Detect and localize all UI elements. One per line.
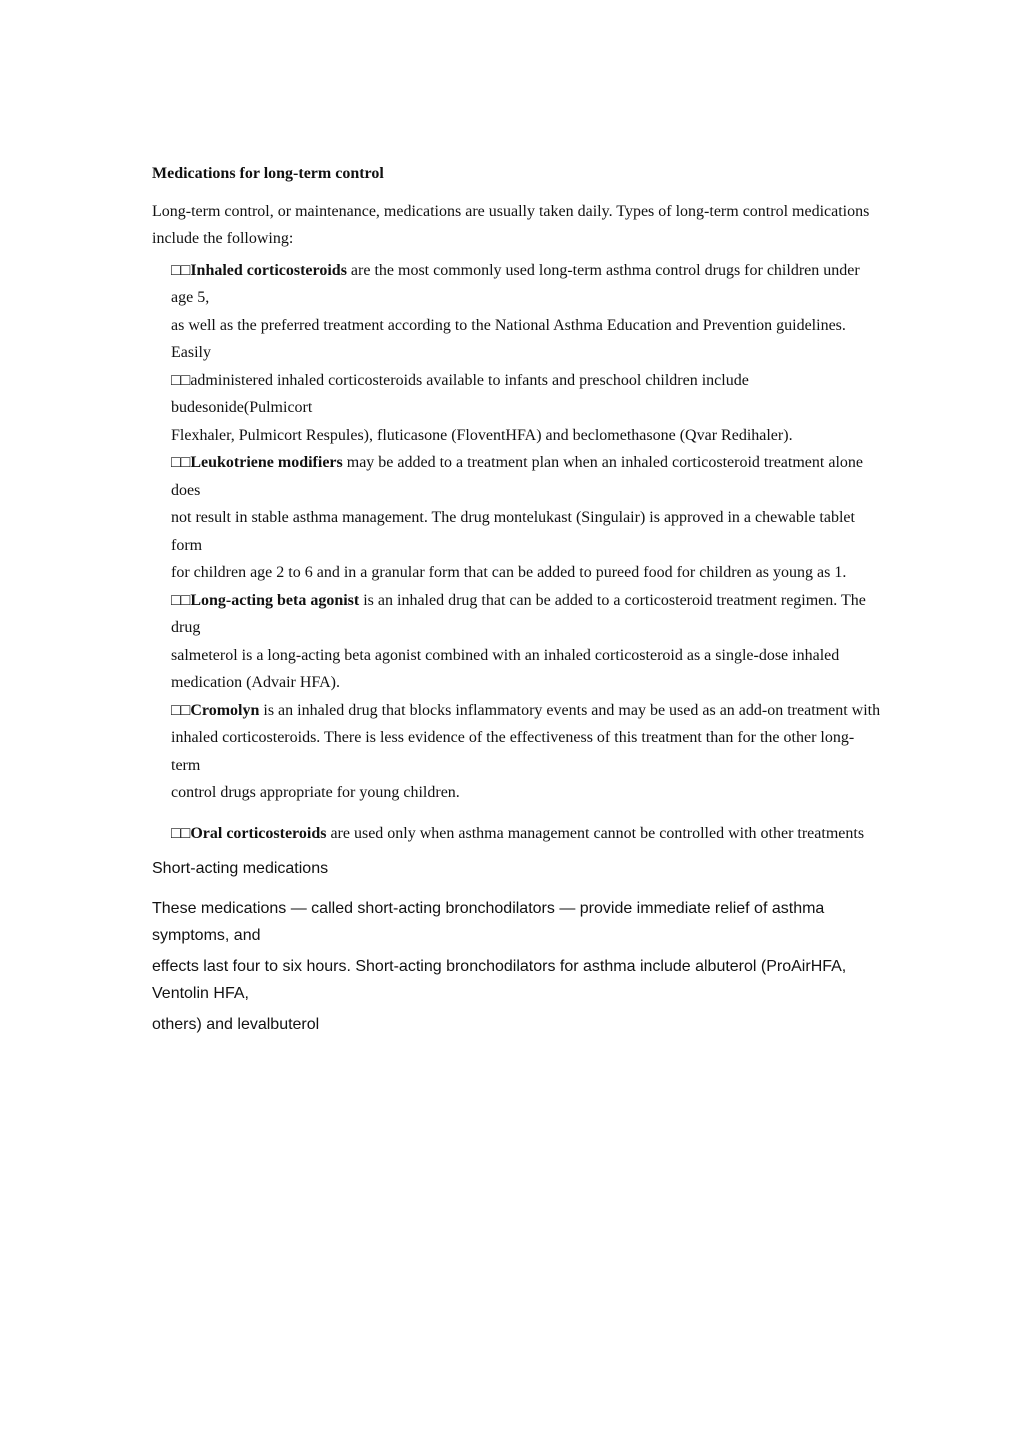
laba-line-2: salmeterol is a long-acting beta agonist combined with an inhaled corticosteroid as a single-dose inhaled medication (Advair HFA). — [171, 646, 840, 691]
list-item-cromolyn — [171, 697, 882, 807]
checkbox-glyph-icon: □□ — [171, 824, 191, 842]
leukotriene-term: Leukotriene modifiers — [190, 454, 343, 471]
leukotriene-line-3: for children age 2 to 6 and in a granular form that can be added to pureed food for children as young as 1. — [171, 564, 847, 581]
short-acting-para-3: others) and levalbuterol — [152, 1015, 320, 1033]
short-acting-para-1: These medications — called short-acting bronchodilators — provide immediate relief of asthma symptoms, and — [152, 899, 825, 944]
inhaled-term: Inhaled corticosteroids — [190, 261, 347, 279]
leukotriene-rest: may be added to a treatment plan when an inhaled corticosteroid treatment alone does — [171, 454, 863, 499]
checkbox-glyph-icon: □□ — [171, 371, 191, 389]
leukotriene-line-1 — [171, 449, 882, 504]
laba-rest: is an inhaled drug that can be added to a corticosteroid treatment regimen. The drug — [171, 591, 866, 636]
cromolyn-term: Cromolyn — [190, 701, 260, 719]
cromolyn-line-2: inhaled corticosteroids. There is less evidence of the effectiveness of this treatment than for the other long-term — [171, 729, 855, 774]
oral-term: Oral corticosteroids — [190, 824, 327, 842]
checkbox-glyph-icon: □□ — [171, 701, 191, 719]
inhaled-line-4: Flexhaler, Pulmicort Respules), fluticasone (FloventHFA) and beclomethasone (Qvar Redihaler). — [171, 426, 793, 444]
oral-line-1 — [171, 820, 882, 848]
short-acting-heading: Short-acting medications — [152, 860, 329, 877]
list-item-leukotriene-modifiers — [171, 449, 882, 587]
list-item-oral-corticosteroids — [171, 820, 882, 848]
short-acting-section — [152, 855, 882, 1038]
inhaled-line-3-text: administered inhaled corticosteroids available to infants and preschool children include budesonide(Pulmicort — [171, 371, 749, 416]
long-term-heading: Medications for long-term control — [152, 165, 384, 182]
inhaled-line-2: as well as the preferred treatment according to the National Asthma Education and Prevention guidelines. Easily — [171, 316, 846, 361]
long-term-list — [152, 257, 882, 848]
laba-term: Long-acting beta agonist — [190, 591, 360, 609]
cromolyn-line-3: control drugs appropriate for young children. — [171, 784, 460, 801]
spacer — [171, 807, 882, 820]
inhaled-rest: are the most commonly used long-term asthma control drugs for children under age 5, — [171, 261, 860, 306]
short-acting-para-2: effects last four to six hours. Short-acting bronchodilators for asthma include albuterol (ProAirHFA, Ventolin HFA, — [152, 957, 847, 1002]
inhaled-line-1 — [171, 257, 882, 312]
cromolyn-line-1 — [171, 697, 882, 725]
list-item-long-acting-beta-agonist — [171, 587, 882, 697]
oral-rest: are used only when asthma management cannot be controlled with other treatments — [326, 824, 865, 842]
long-term-intro: Long-term control, or maintenance, medications are usually taken daily. Types of long-term control medications include the following: — [152, 202, 870, 247]
laba-line-1 — [171, 587, 882, 642]
checkbox-glyph-icon: □□ — [171, 591, 191, 609]
checkbox-glyph-icon: □□ — [171, 454, 191, 471]
list-item-inhaled-corticosteroids — [171, 257, 882, 450]
cromolyn-rest: is an inhaled drug that blocks inflammatory events and may be used as an add-on treatment with — [259, 701, 881, 719]
leukotriene-line-2: not result in stable asthma management. The drug montelukast (Singulair) is approved in a chewable tablet form — [171, 509, 855, 554]
document-page — [152, 160, 882, 1041]
inhaled-line-3 — [171, 367, 882, 422]
checkbox-glyph-icon: □□ — [171, 261, 191, 279]
